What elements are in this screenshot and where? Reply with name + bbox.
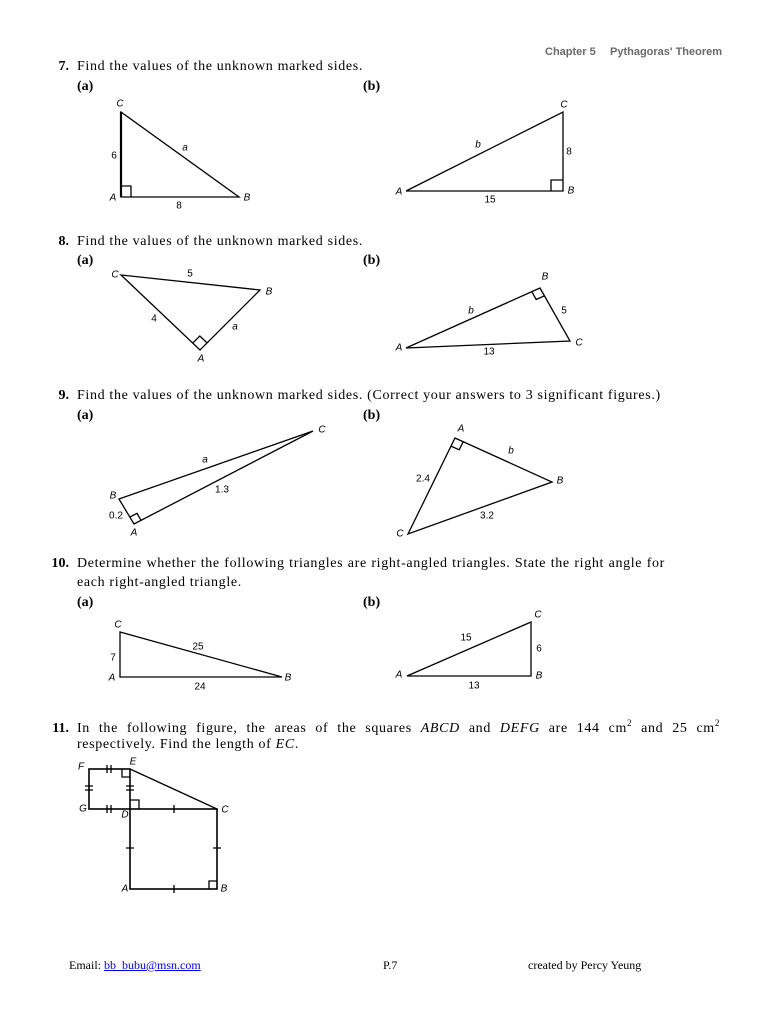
segment-ec-name: EC [275,737,295,752]
vertex-c-label: C [116,98,124,110]
vertex-c-label: C [534,609,542,621]
side-ac-label: 15 [460,632,472,644]
right-angle-mark [209,881,217,889]
side-ac-label: 1.3 [215,484,229,496]
figure-9a [109,425,326,539]
segment-ec [130,769,217,809]
vertex-b-label: B [220,883,228,895]
question-7-number: 7. [58,59,69,74]
vertex-c-label: C [221,804,229,816]
triangle [407,622,531,676]
question-9-text: Find the values of the unknown marked sides. (Correct your answers to 3 significant figures.) [77,388,661,403]
side-ab-label: 24 [194,681,206,693]
vertex-c-label: C [111,269,119,281]
side-bc-label: 8 [566,146,572,158]
figure-8a [111,269,272,365]
vertex-a-label: A [197,353,205,365]
area-unit-exponent: 2 [714,718,721,728]
side-bc-label: 3.2 [480,510,494,522]
side-ab-label: 15 [484,194,496,206]
vertex-d-label: D [121,809,129,821]
side-ac-label: 13 [483,346,495,358]
square-abcd [130,809,217,889]
q11-text-segment: and 25 cm [632,721,715,736]
equal-length-single-ticks [126,805,221,893]
side-ab-label: 0.2 [109,510,123,522]
figure-9b [396,424,563,540]
triangle [406,288,570,348]
vertex-g-label: G [79,803,87,815]
side-bc-label: a [202,454,208,466]
page-number: P.7 [383,958,398,972]
vertex-b-label: B [541,271,549,283]
side-ac-label: 7 [110,652,116,664]
vertex-c-label: C [560,99,568,111]
question-10-part-a: (a) [77,595,94,610]
equal-length-double-ticks [85,765,134,813]
square-defg [89,769,130,809]
side-ca-label: 6 [111,150,117,162]
vertex-b-label: B [556,475,564,487]
area-unit-exponent: 2 [627,718,633,728]
question-9-part-a: (a) [77,408,94,423]
figure-10b [395,610,543,692]
right-angle-mark [193,336,207,343]
vertex-b-label: B [567,185,575,197]
triangle [120,632,282,677]
side-bc-label: 25 [192,641,204,653]
question-9-part-b: (b) [363,408,381,423]
q11-text-segment: . [294,737,299,752]
vertex-c-label: C [575,337,583,349]
chapter-title: Pythagoras' Theorem [610,46,723,58]
question-8-part-b: (b) [363,253,381,268]
chapter-label: Chapter 5 [545,46,596,58]
side-bc-label: a [182,142,188,154]
email-label: Email: [69,958,104,972]
figure-7b [395,100,575,206]
triangle [121,112,239,197]
vertex-b-label: B [109,490,117,502]
side-ab-label: 13 [468,680,480,692]
side-bc-label: 5 [187,268,193,280]
vertex-a-label: A [109,192,117,204]
vertex-f-label: F [77,761,85,773]
question-7-text: Find the values of the unknown marked sides. [77,59,364,74]
right-angle-mark [122,769,130,777]
side-ab-label: b [508,445,514,457]
vertex-a-label: A [130,527,138,539]
triangle [119,431,313,524]
side-ab-label: 8 [176,200,182,212]
vertex-b-label: B [265,286,273,298]
q11-text-segment: In the following figure, the areas of the squares [77,721,421,736]
side-ab-label: b [468,305,474,317]
question-7-part-a: (a) [77,79,94,94]
side-ab-label: a [232,321,238,333]
q11-text-segment: are 144 cm [539,721,628,736]
question-10-text-line-1: Determine whether the following triangles are right-angled triangles. State the right angle for [77,556,665,571]
triangle [121,275,260,350]
vertex-a-label: A [395,186,403,198]
vertex-c-label: C [318,424,326,436]
vertex-a-label: A [457,423,465,435]
question-8-number: 8. [58,234,69,249]
right-angle-mark [551,180,563,191]
question-7-part-b: (b) [363,79,381,94]
square-abcd-name: ABCD [420,721,460,736]
vertex-a-label: A [121,883,129,895]
question-8-text: Find the values of the unknown marked sides. [77,234,364,249]
figure-11 [78,757,229,895]
q11-text-segment: respectively. Find the length of [77,737,276,752]
figure-8b [395,272,584,358]
side-ac-label: b [475,139,481,151]
vertex-b-label: B [284,672,292,684]
email-link[interactable]: bb_bubu@msn.com [104,958,201,972]
right-angle-mark [121,186,131,197]
question-9-number: 9. [58,388,69,403]
vertex-a-label: A [395,342,403,354]
vertex-c-label: C [114,619,122,631]
right-angle-mark [130,800,139,809]
question-10-number: 10. [51,556,69,571]
square-defg-name: DEFG [499,721,540,736]
side-bc-label: 6 [536,643,542,655]
question-10-part-b: (b) [363,595,381,610]
figure-10a [108,620,292,693]
side-ac-label: 4 [151,313,157,325]
question-10-text-line-2: each right-angled triangle. [77,575,242,590]
q11-text-segment: and [459,721,500,736]
vertex-e-label: E [129,756,137,768]
vertex-a-label: A [108,672,116,684]
question-8-part-a: (a) [77,253,94,268]
triangle [406,112,563,191]
vertex-a-label: A [395,669,403,681]
vertex-b-label: B [243,192,251,204]
side-bc-label: 5 [561,305,567,317]
question-11-number: 11. [52,721,69,736]
vertex-c-label: C [396,528,404,540]
figure-7a [109,99,251,212]
author-credit: created by Percy Yeung [528,958,642,972]
vertex-b-label: B [535,670,543,682]
footer-email [69,957,201,973]
side-ac-label: 2.4 [416,473,430,485]
